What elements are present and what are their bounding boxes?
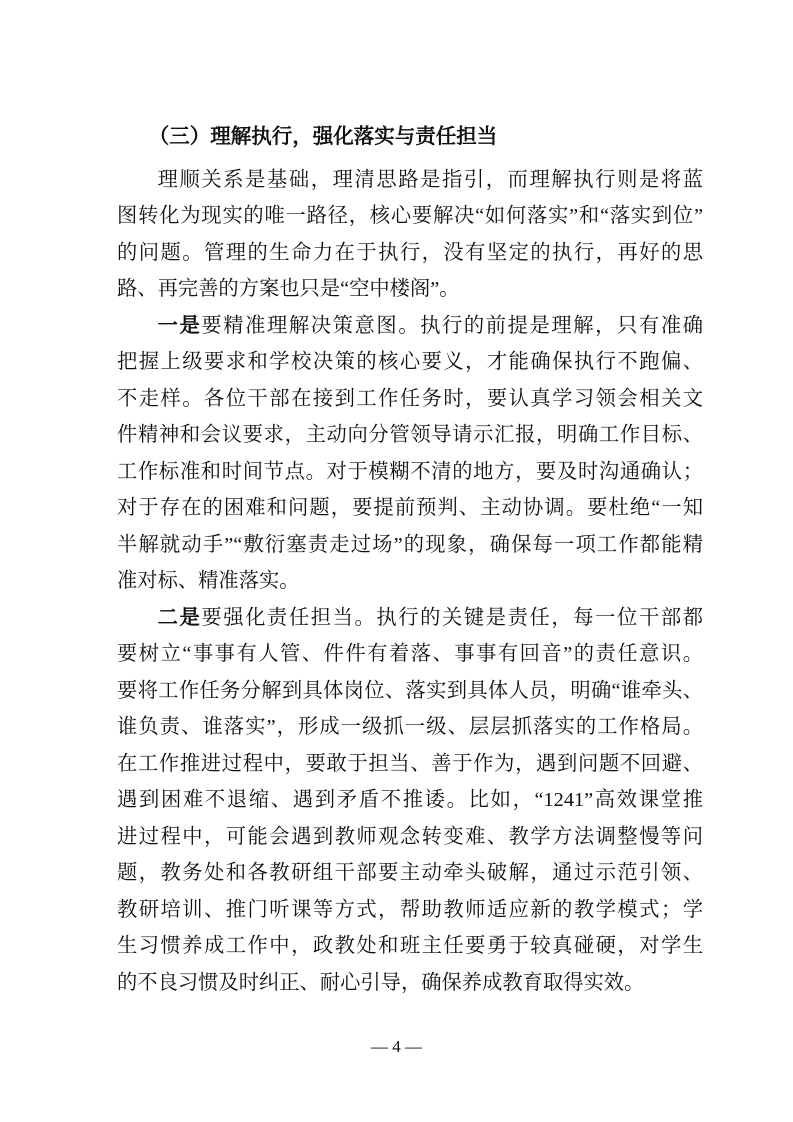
paragraph-line: 在工作推进过程中，要敢于担当、善于作为，遇到问题不回避、 (117, 752, 703, 775)
paragraph-lead: 二是 (157, 606, 202, 629)
paragraph-line: 半解就动手”“敷衍塞责走过场”的现象，确保每一项工作都能精 (117, 533, 703, 556)
document-body (117, 119, 703, 1001)
paragraph-line: 题，教务处和各教研组干部要主动牵头破解，通过示范引领、 (117, 862, 703, 884)
paragraph-line: 工作标准和时间节点。对于模糊不清的地方，要及时沟通确认； (117, 460, 703, 483)
paragraph-line: 教研培训、推门听课等方式，帮助教师适应新的教学模式；学 (117, 898, 703, 921)
paragraph-line: 要将工作任务分解到具体岗位、落实到具体人员，明确“谁牵头、 (117, 679, 703, 702)
paragraph-line: 生习惯养成工作中，政教处和班主任要勇于较真碰硬，对学生 (117, 935, 703, 957)
paragraph-line-text: 要强化责任担当。执行的关键是责任，每一位干部都 (201, 606, 703, 629)
paragraph-line: 路、再完善的方案也只是“空中楼阁”。 (117, 278, 460, 300)
paragraph-lead: 一是 (157, 314, 202, 337)
paragraph-line (117, 600, 703, 637)
section-heading: （三）理解执行，强化落实与责任担当 (148, 126, 498, 148)
paragraph-line: 要树立“事事有人管、件件有着落、事事有回音”的责任意识。 (117, 643, 703, 665)
paragraph-line: 不走样。各位干部在接到工作任务时，要认真学习领会相关文 (117, 387, 703, 410)
page-number: — 4 — (371, 1037, 422, 1056)
paragraph-line (117, 308, 703, 345)
paragraph-line: 谁负责、谁落实”，形成一级抓一级、层层抓落实的工作格局。 (117, 716, 703, 738)
paragraph-line: 把握上级要求和学校决策的核心要义，才能确保执行不跑偏、 (117, 351, 703, 373)
paragraph-line: 件精神和会议要求，主动向分管领导请示汇报，明确工作目标、 (117, 424, 703, 446)
paragraph-line-text: 要精准理解决策意图。执行的前提是理解，只有准确 (201, 314, 703, 337)
paragraph-line: 图转化为现实的唯一路径，核心要解决“如何落实”和“落实到位” (117, 205, 703, 227)
paragraph-line: 的不良习惯及时纠正、耐心引导，确保养成教育取得实效。 (117, 971, 645, 994)
paragraph-line: 遇到困难不退缩、遇到矛盾不推诿。比如，“1241”高效课堂推 (117, 789, 703, 811)
paragraph-line: 进过程中，可能会遇到教师观念转变难、教学方法调整慢等问 (117, 825, 703, 848)
paragraph-line: 的问题。管理的生命力在于执行，没有坚定的执行，再好的思 (117, 241, 703, 264)
paragraph-line: 对于存在的困难和问题，要提前预判、主动协调。要杜绝“一知 (117, 497, 703, 519)
paragraph-line: 理顺关系是基础，理清思路是指引，而理解执行则是将蓝 (157, 168, 703, 191)
paragraph-line: 准对标、精准落实。 (117, 570, 300, 592)
